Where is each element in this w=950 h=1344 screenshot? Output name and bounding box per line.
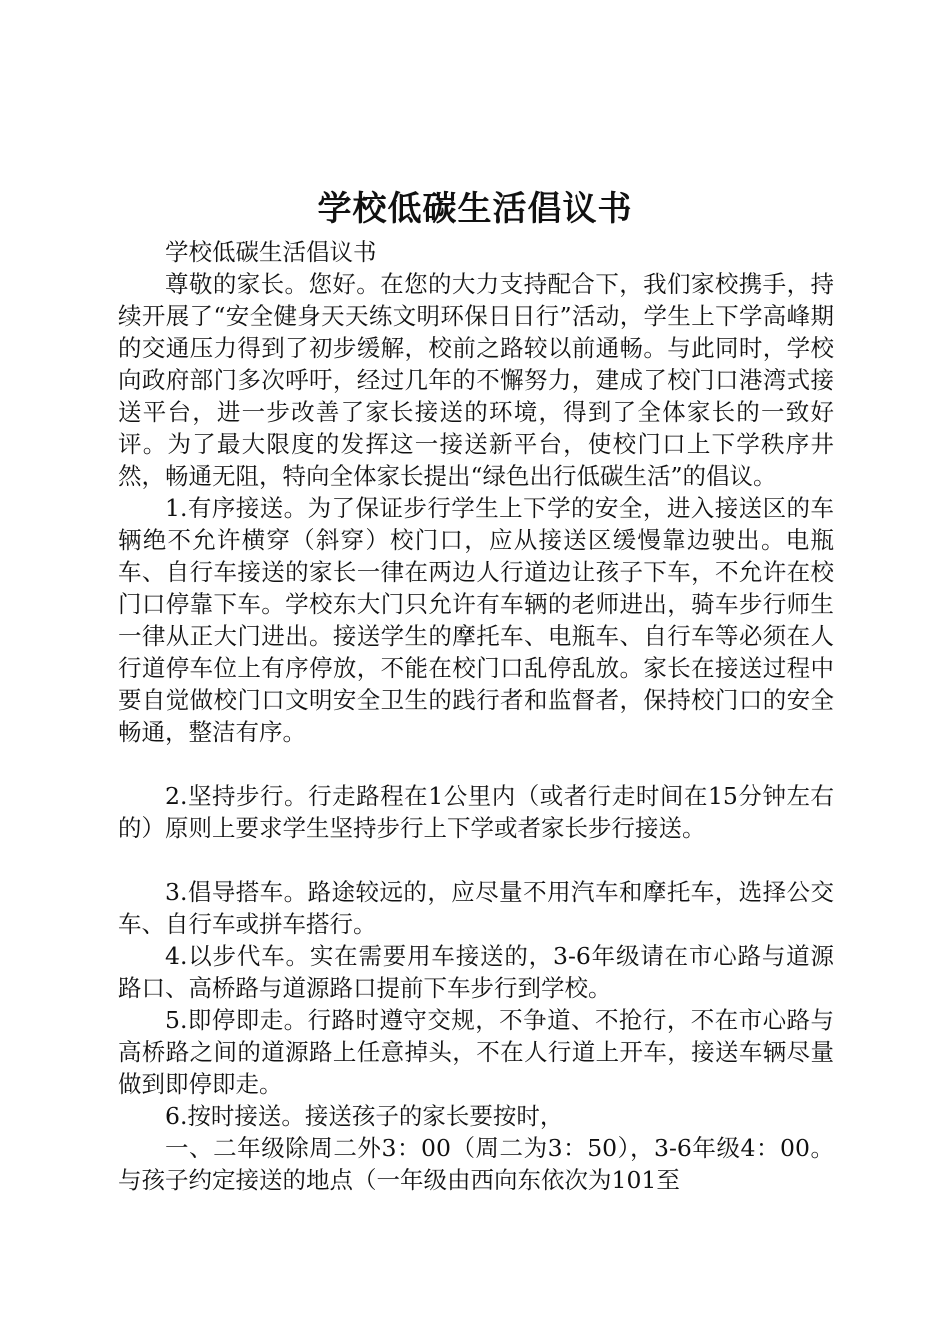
document-body (118, 236, 834, 1196)
paragraph-item-5: 5.即停即走。行路时遵守交规，不争道、不抢行，不在市心路与高桥路之间的道源路上任意掉头，不在人行道上开车，接送车辆尽量做到即停即走。 (118, 1006, 834, 1098)
paragraph-item-6: 6.按时接送。接送孩子的家长要按时， (165, 1102, 564, 1130)
paragraph-item-4: 4.以步代车。实在需要用车接送的，3-6年级请在市心路与道源路口、高桥路与道源路口提前下车步行到学校。 (118, 942, 834, 1002)
paragraph-gap (118, 844, 834, 876)
paragraph-gap (118, 748, 834, 780)
paragraph-item-2: 2.坚持步行。行走路程在1公里内（或者行走时间在15分钟左右的）原则上要求学生坚持步行上下学或者家长步行接送。 (118, 782, 834, 842)
document-title: 学校低碳生活倡议书 (317, 189, 633, 229)
paragraph-item-6-continued: 一、二年级除周二外3：00（周二为3：50），3-6年级4：00。与孩子约定接送的地点（一年级由西向东依次为101至 (118, 1134, 834, 1194)
paragraph-subtitle: 学校低碳生活倡议书 (165, 238, 377, 266)
paragraph-item-3: 3.倡导搭车。路途较远的，应尽量不用汽车和摩托车，选择公交车、自行车或拼车搭行。 (118, 878, 834, 938)
paragraph-item-1: 1.有序接送。为了保证步行学生上下学的安全，进入接送区的车辆绝不允许横穿（斜穿）校门口，应从接送区缓慢靠边驶出。电瓶车、自行车接送的家长一律在两边人行道边让孩子下车，不允许在校门口停靠下车。学校东大门只允许有车辆的老师进出，骑车步行师生一律从正大门进出。接送学生的摩托车、电瓶车、自行车等必须在人行道停车位上有序停放，不能在校门口乱停乱放。家长在接送过程中要自觉做校门口文明安全卫生的践行者和监督者，保持校门口的安全畅通，整洁有序。 (118, 494, 834, 746)
paragraph-intro: 尊敬的家长。您好。在您的大力支持配合下，我们家校携手，持续开展了“安全健身天天练文明环保日日行”活动，学生上下学高峰期的交通压力得到了初步缓解，校前之路较以前通畅。与此同时，学校向政府部门多次呼吁，经过几年的不懈努力，建成了校门口港湾式接送平台，进一步改善了家长接送的环境，得到了全体家长的一致好评。为了最大限度的发挥这一接送新平台，使校门口上下学秩序井然，畅通无阻，特向全体家长提出“绿色出行低碳生活”的倡议。 (118, 270, 834, 490)
